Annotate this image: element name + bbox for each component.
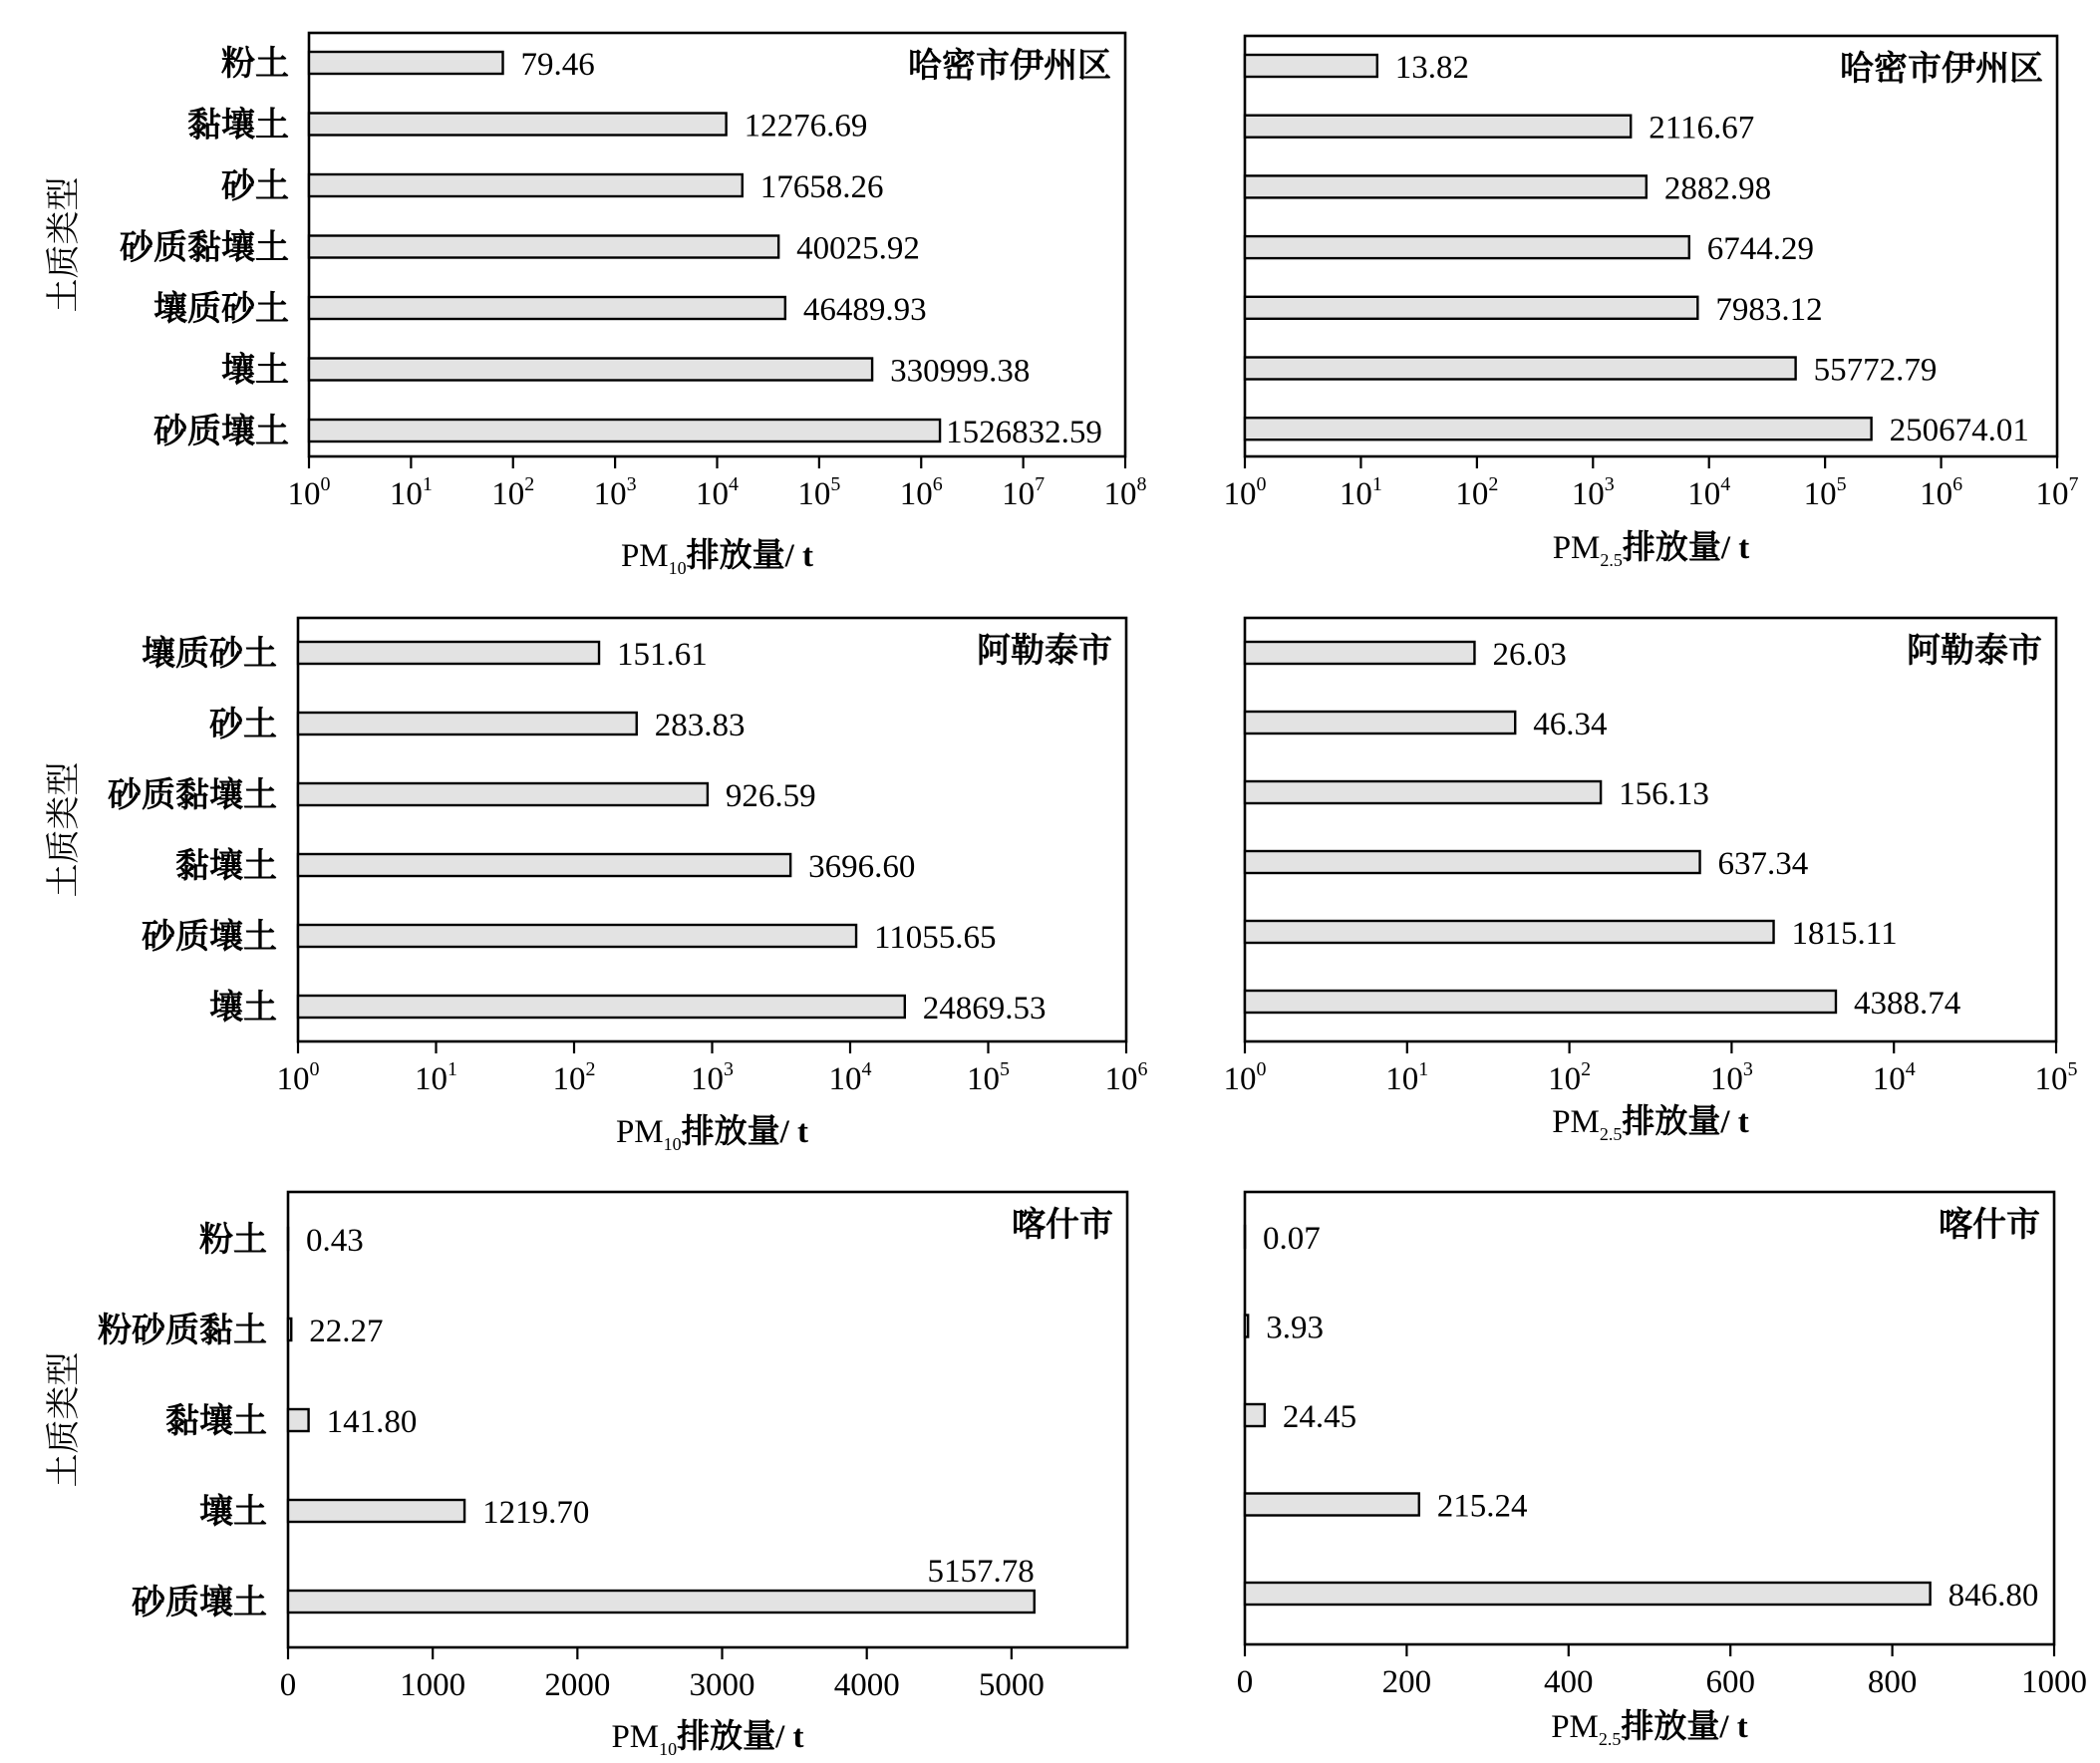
x-tick-label: $10^3$ [593, 473, 637, 512]
region-title: 阿勒泰市 [1907, 633, 2042, 670]
value-label: 846.80 [1948, 1578, 2039, 1614]
value-label: 1526832.59 [946, 415, 1102, 450]
value-label: 46489.93 [802, 292, 927, 328]
x-tick-label: $10^6$ [1104, 1058, 1148, 1097]
x-tick-label: $10^6$ [899, 473, 943, 512]
data-bar [1245, 175, 1647, 197]
y-axis-title: 土质类型 [46, 761, 83, 898]
data-bar [309, 174, 743, 196]
category-label: 砂质黏壤土 [108, 777, 277, 814]
data-bar [1245, 358, 1796, 380]
x-tick-label: $10^3$ [1709, 1058, 1753, 1097]
region-title: 哈密市伊州区 [1840, 51, 2043, 88]
data-bar [309, 52, 503, 74]
x-tick-label: $10^2$ [491, 473, 535, 512]
category-label: 壤质砂土 [142, 636, 277, 673]
x-tick-label: $10^3$ [691, 1058, 734, 1097]
value-label: 2882.98 [1663, 170, 1772, 207]
x-tick-label: $10^5$ [1803, 473, 1847, 512]
chart-panel [1224, 618, 2078, 1144]
data-bar [298, 925, 856, 947]
x-tick-label: 4000 [833, 1667, 900, 1703]
value-label: 1815.11 [1791, 916, 1898, 952]
value-label: 79.46 [520, 47, 595, 83]
category-label: 壤土 [221, 352, 289, 390]
data-bar [298, 854, 790, 876]
x-tick-label: $10^2$ [552, 1058, 596, 1097]
x-axis-title: $PM_{10}$排放量/ t [611, 1719, 804, 1759]
x-tick-label: $10^2$ [1548, 1058, 1592, 1097]
y-axis-title: 土质类型 [46, 176, 83, 313]
data-bar [1245, 712, 1515, 734]
x-tick-label: 1000 [2021, 1664, 2087, 1700]
value-label: 141.80 [326, 1404, 418, 1440]
x-tick-label: $10^0$ [1223, 473, 1267, 512]
data-bar [1245, 297, 1697, 319]
region-title: 喀什市 [1939, 1207, 2040, 1244]
x-tick-label: $10^0$ [287, 473, 331, 512]
chart-panel [45, 33, 1147, 578]
data-bar [298, 783, 708, 805]
data-bar [1245, 1316, 1248, 1337]
x-tick-label: $10^1$ [1339, 473, 1382, 512]
data-bar [1245, 642, 1474, 664]
category-label: 砂质壤土 [132, 1585, 267, 1621]
value-label: 151.61 [617, 637, 708, 673]
plot-frame [1245, 1192, 2054, 1644]
category-label: 壤土 [199, 1494, 267, 1531]
x-tick-label: $10^4$ [828, 1058, 872, 1097]
x-axis-title: $PM_{2.5}$排放量/ t [1552, 530, 1750, 570]
data-bar [1245, 116, 1631, 138]
region-title: 喀什市 [1012, 1207, 1113, 1244]
chart-panel [1237, 1192, 2087, 1749]
category-label: 黏壤土 [175, 848, 277, 885]
data-bar [1245, 991, 1836, 1013]
x-tick-label: $10^2$ [1455, 473, 1499, 512]
value-label: 0.07 [1263, 1221, 1321, 1257]
x-tick-label: $10^5$ [967, 1058, 1010, 1097]
value-label: 46.34 [1533, 707, 1608, 742]
data-bar [309, 114, 727, 136]
category-label: 粉砂质黏土 [98, 1313, 267, 1349]
value-label: 55772.79 [1813, 352, 1938, 389]
value-label: 3696.60 [808, 849, 916, 885]
y-axis-title: 土质类型 [46, 1351, 83, 1488]
data-bar [1245, 418, 1872, 440]
data-bar [309, 359, 872, 381]
chart-panel [1224, 36, 2079, 570]
data-bar [288, 1319, 291, 1340]
value-label: 6744.29 [1706, 231, 1815, 268]
x-tick-label: 600 [1705, 1664, 1755, 1700]
data-bar [1245, 236, 1689, 258]
value-label: 11055.65 [874, 920, 997, 956]
value-label: 637.34 [1717, 846, 1809, 882]
x-tick-label: 800 [1867, 1664, 1918, 1700]
data-bar [309, 420, 940, 441]
x-tick-label: $10^1$ [1385, 1058, 1429, 1097]
x-axis-title: $PM_{2.5}$排放量/ t [1552, 1104, 1749, 1144]
value-label: 2116.67 [1649, 110, 1755, 147]
x-tick-label: $10^5$ [2034, 1058, 2078, 1097]
value-label: 22.27 [309, 1314, 384, 1349]
data-bar [288, 1409, 309, 1431]
x-tick-label: $10^5$ [797, 473, 841, 512]
data-bar [298, 642, 599, 664]
x-tick-label: $10^1$ [415, 1058, 457, 1097]
value-label: 5157.78 [927, 1554, 1035, 1590]
data-bar [298, 713, 637, 735]
data-bar [288, 1591, 1035, 1613]
plot-frame [298, 618, 1126, 1041]
x-axis-title: $PM_{10}$排放量/ t [620, 538, 814, 578]
value-label: 156.13 [1619, 776, 1709, 812]
value-label: 215.24 [1436, 1488, 1528, 1525]
x-tick-label: 200 [1381, 1664, 1432, 1700]
data-bar [1245, 1494, 1419, 1516]
value-label: 283.83 [654, 708, 746, 743]
data-bar [1245, 55, 1377, 77]
x-tick-label: $10^6$ [1920, 473, 1963, 512]
category-label: 砂质壤土 [153, 414, 289, 450]
region-title: 阿勒泰市 [977, 633, 1112, 670]
value-label: 4388.74 [1853, 986, 1961, 1022]
x-tick-label: $10^3$ [1571, 473, 1615, 512]
category-label: 壤土 [209, 990, 277, 1027]
value-label: 17658.26 [759, 169, 884, 205]
x-tick-label: 3000 [689, 1667, 755, 1703]
category-label: 砂土 [209, 707, 277, 743]
x-tick-label: $10^0$ [276, 1058, 320, 1097]
x-tick-label: $10^4$ [1687, 473, 1731, 512]
data-bar [1245, 851, 1700, 873]
value-label: 26.03 [1492, 637, 1567, 673]
value-label: 40025.92 [796, 230, 920, 267]
x-tick-label: 5000 [978, 1667, 1045, 1703]
x-axis-title: $PM_{2.5}$排放量/ t [1551, 1709, 1748, 1749]
data-bar [1245, 781, 1601, 803]
category-label: 粉土 [221, 46, 289, 83]
category-label: 壤质砂土 [153, 291, 289, 328]
value-label: 13.82 [1394, 50, 1470, 86]
data-bar [298, 996, 905, 1018]
value-label: 7983.12 [1715, 291, 1823, 328]
chart-panel [45, 1192, 1127, 1759]
value-label: 3.93 [1266, 1310, 1324, 1346]
value-label: 250674.01 [1889, 413, 2029, 449]
value-label: 24869.53 [922, 991, 1047, 1027]
value-label: 926.59 [725, 778, 816, 814]
x-tick-label: 400 [1544, 1664, 1594, 1700]
x-tick-label: 0 [1236, 1664, 1254, 1700]
data-bar [309, 297, 785, 319]
data-bar [309, 236, 778, 258]
category-label: 黏壤土 [165, 1403, 267, 1440]
data-bar [288, 1500, 464, 1522]
x-axis-title: $PM_{10}$排放量/ t [615, 1114, 809, 1154]
plot-frame [1245, 618, 2056, 1041]
value-label: 330999.38 [890, 353, 1031, 390]
chart-panel [45, 618, 1148, 1154]
category-label: 砂土 [221, 168, 289, 205]
value-label: 12276.69 [744, 108, 868, 145]
data-bar [1245, 1583, 1931, 1605]
data-bar [1245, 1404, 1265, 1426]
x-tick-label: $10^7$ [1002, 473, 1046, 512]
x-tick-label: $10^4$ [1872, 1058, 1916, 1097]
data-bar [1245, 921, 1774, 943]
x-tick-label: $10^1$ [389, 473, 433, 512]
x-tick-label: 0 [279, 1667, 297, 1703]
category-label: 粉土 [199, 1222, 267, 1259]
x-tick-label: 1000 [400, 1667, 466, 1703]
x-tick-label: $10^4$ [696, 473, 739, 512]
x-tick-label: $10^8$ [1103, 473, 1147, 512]
category-label: 砂质黏壤土 [120, 229, 289, 267]
value-label: 24.45 [1282, 1399, 1357, 1435]
x-tick-label: $10^7$ [2035, 473, 2079, 512]
category-label: 砂质壤土 [142, 919, 277, 956]
value-label: 1219.70 [482, 1495, 590, 1531]
value-label: 0.43 [306, 1223, 364, 1259]
region-title: 哈密市伊州区 [908, 48, 1111, 85]
x-tick-label: 2000 [544, 1667, 611, 1703]
x-tick-label: $10^0$ [1223, 1058, 1267, 1097]
category-label: 黏壤土 [187, 107, 289, 145]
